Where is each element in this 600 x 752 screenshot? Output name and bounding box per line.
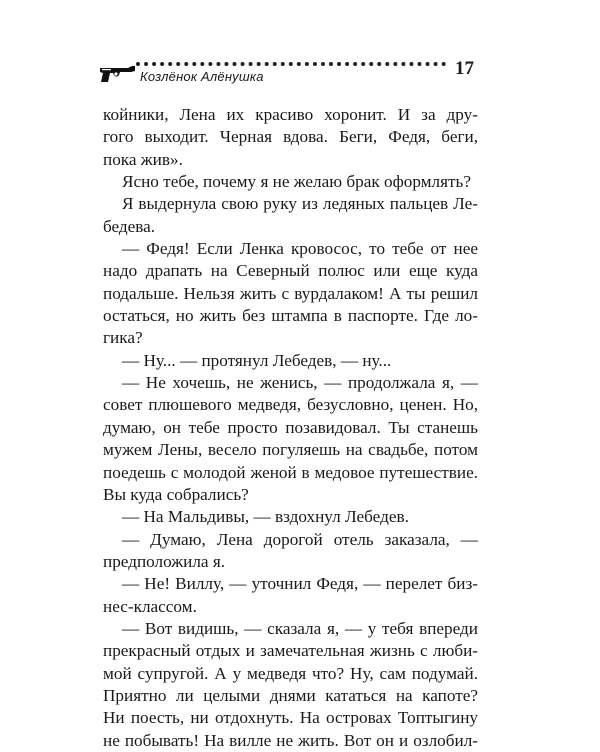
- text-line: койники, Лена их красиво хоронит. И за дру-: [103, 105, 478, 124]
- text-line: Я выдернула свою руку из ледяных пальцев Ле-: [122, 194, 478, 214]
- text-line: — Не хочешь, не женись, — продолжала я, —: [122, 373, 478, 393]
- running-title: Козлёнок Алёнушка: [140, 69, 264, 84]
- body-text: [103, 104, 478, 752]
- text-line: — Думаю, Лена дорогой отель заказала, —: [122, 529, 478, 549]
- header-dotted-rule: [136, 62, 446, 66]
- text-line: совет плюшевого медведя, безусловно, ценен. Но,: [103, 395, 478, 415]
- text-line: гого выходит. Черная вдова. Беги, Федя, беги,: [103, 127, 478, 147]
- text-line: — Ну... — протянул Лебедев, — ну...: [122, 350, 392, 370]
- text-line: — Вот видишь, — сказала я, — у тебя впереди: [122, 618, 478, 638]
- text-line: Вы куда собрались?: [103, 484, 249, 504]
- text-line: — Федя! Если Ленка кровосос, то тебе от нее: [122, 239, 478, 259]
- text-line: мужем Лены, весело погуляешь на свадьбе, потом: [103, 440, 478, 460]
- revolver-icon: [98, 60, 138, 86]
- text-line: Ясно тебе, почему я не желаю брак оформлять?: [122, 172, 472, 192]
- text-line: нес-классом.: [103, 596, 197, 616]
- text-line: не побывать! На вилле не жить. Вот он и озлобил-: [103, 730, 478, 750]
- text-line: прекрасный отдых и замечательная жизнь с люби-: [103, 641, 478, 661]
- text-line: Приятно ли целыми днями кататься на капоте?: [103, 685, 478, 705]
- text-line: подальше. Нельзя жить с вурдалаком! А ты решил: [103, 283, 478, 303]
- text-line: мой супругой. А у медведя что? Ну, сам подумай.: [103, 663, 478, 683]
- page-number: 17: [455, 58, 474, 79]
- text-line: гика?: [103, 328, 143, 348]
- text-line: предположила я.: [103, 551, 226, 571]
- text-line: думаю, он тебе просто позавидовал. Ты станешь: [103, 417, 478, 437]
- text-line: — Не! Виллу, — уточнил Федя, — перелет биз-: [122, 574, 478, 594]
- text-line: Ни поесть, ни отдохнуть. На островах Топтыгину: [103, 708, 478, 728]
- text-line: бедева.: [103, 216, 156, 236]
- page-header: [98, 56, 480, 96]
- text-line: надо драпать на Северный полюс или еще куда: [103, 261, 478, 281]
- text-line: остаться, но жить без штампа в паспорте. Где ло-: [103, 306, 478, 326]
- text-line: — На Мальдивы, — вздохнул Лебедев.: [122, 507, 409, 527]
- text-line: поедешь с молодой женой в медовое путешествие.: [103, 462, 478, 482]
- text-line: пока жив».: [103, 149, 183, 169]
